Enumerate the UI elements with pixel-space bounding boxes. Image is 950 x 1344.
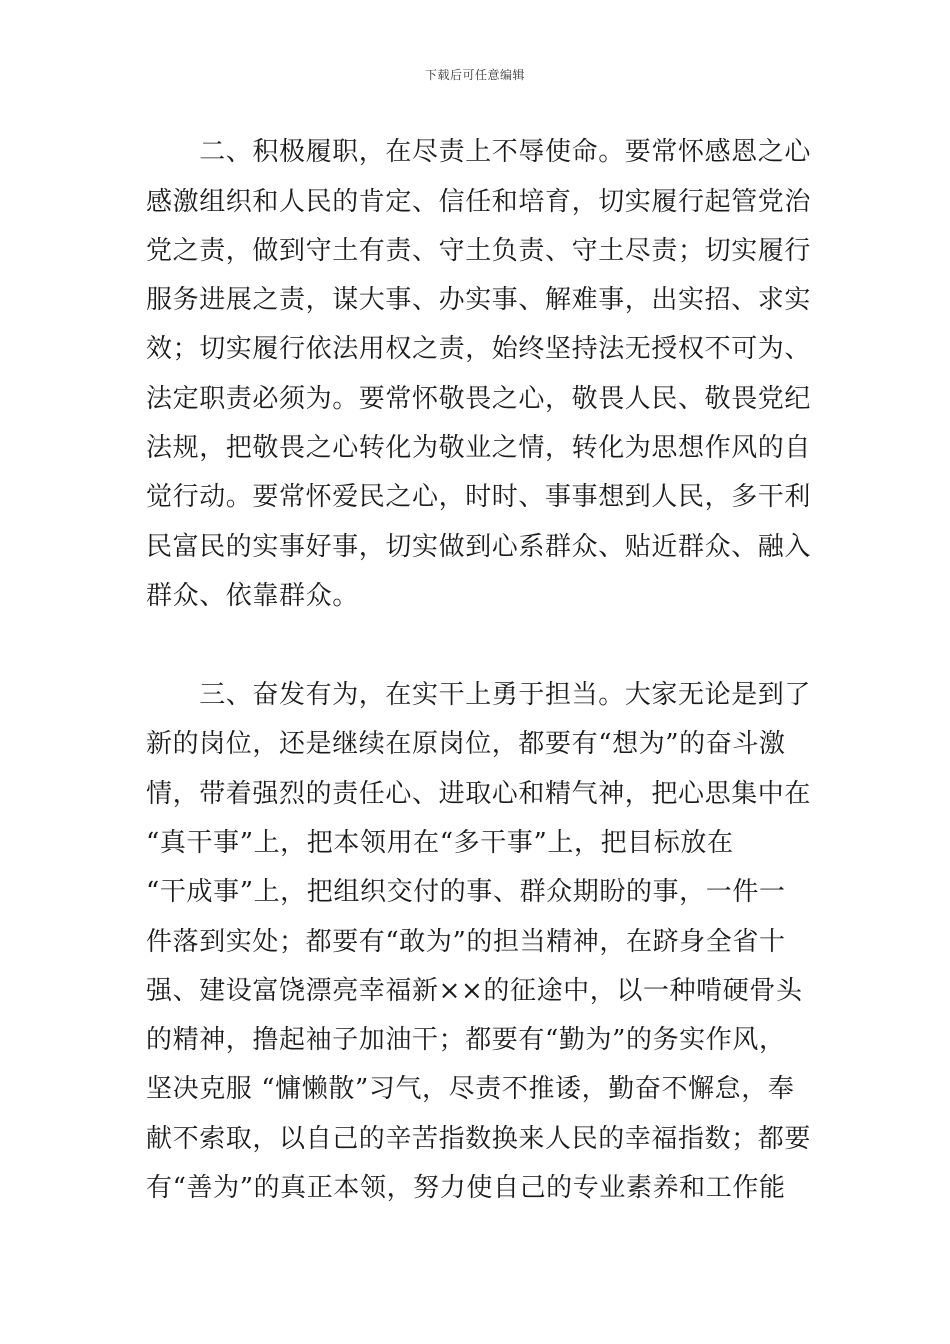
paragraph-2-line-11: 有“善为”的真正本领，努力使自己的专业素养和工作能	[146, 1173, 786, 1203]
paragraph-1-line-9: 民富民的实事好事，切实做到心系群众、贴近群众、融入	[146, 532, 812, 562]
paragraph-2-line-5: “干成事”上，把组织交付的事、群众期盼的事，一件一	[146, 877, 786, 907]
paragraph-1-line-2: 感激组织和人民的肯定、信任和培育，切实履行起管党治	[146, 187, 812, 217]
paragraph-1-line-8: 觉行动。要常怀爱民之心，时时、事事想到人民，多干利	[146, 482, 812, 512]
paragraph-1-line-6: 法定职责必须为。要常怀敬畏之心，敬畏人民、敬畏党纪	[146, 384, 812, 414]
paragraph-2-line-1: 三、奋发有为，在实干上勇于担当。大家无论是到了	[146, 680, 812, 710]
paragraph-1-line-10: 群众、依靠群众。	[146, 581, 359, 611]
paragraph-2-line-9: 坚决克服 “慵懒散”习气，尽责不推诿，勤奋不懈怠，奉	[146, 1074, 795, 1104]
paragraph-1-line-5: 效；切实履行依法用权之责，始终坚持法无授权不可为、	[146, 334, 812, 364]
paragraph-2-line-6: 件落到实处；都要有“敢为”的担当精神，在跻身全省十	[146, 927, 786, 957]
page-header: 下载后可任意编辑	[424, 68, 525, 82]
paragraph-2-line-2: 新的岗位，还是继续在原岗位，都要有“想为”的奋斗激	[146, 729, 786, 759]
paragraph-1-line-1: 二、积极履职，在尽责上不辱使命。要常怀感恩之心	[146, 137, 812, 167]
paragraph-2-line-10: 献不索取，以自己的辛苦指数换来人民的幸福指数；都要	[146, 1124, 812, 1154]
paragraph-2-line-3: 情，带着强烈的责任心、进取心和精气神，把心思集中在	[146, 779, 812, 809]
paragraph-2-line-7: 强、建设富饶漂亮幸福新××的征途中，以一种啃硬骨头	[146, 976, 803, 1006]
paragraph-2-line-4: “真干事”上，把本领用在“多干事”上，把目标放在	[146, 828, 734, 858]
paragraph-2-line-8: 的精神，撸起袖子加油干；都要有“勤为”的务实作风，	[146, 1025, 786, 1055]
paragraph-1-line-4: 服务进展之责，谋大事、办实事、解难事，出实招、求实	[146, 285, 812, 315]
paragraph-1-line-7: 法规，把敬畏之心转化为敬业之情，转化为思想作风的自	[146, 433, 812, 463]
paragraph-1-line-3: 党之责，做到守土有责、守土负责、守土尽责；切实履行	[146, 236, 812, 266]
